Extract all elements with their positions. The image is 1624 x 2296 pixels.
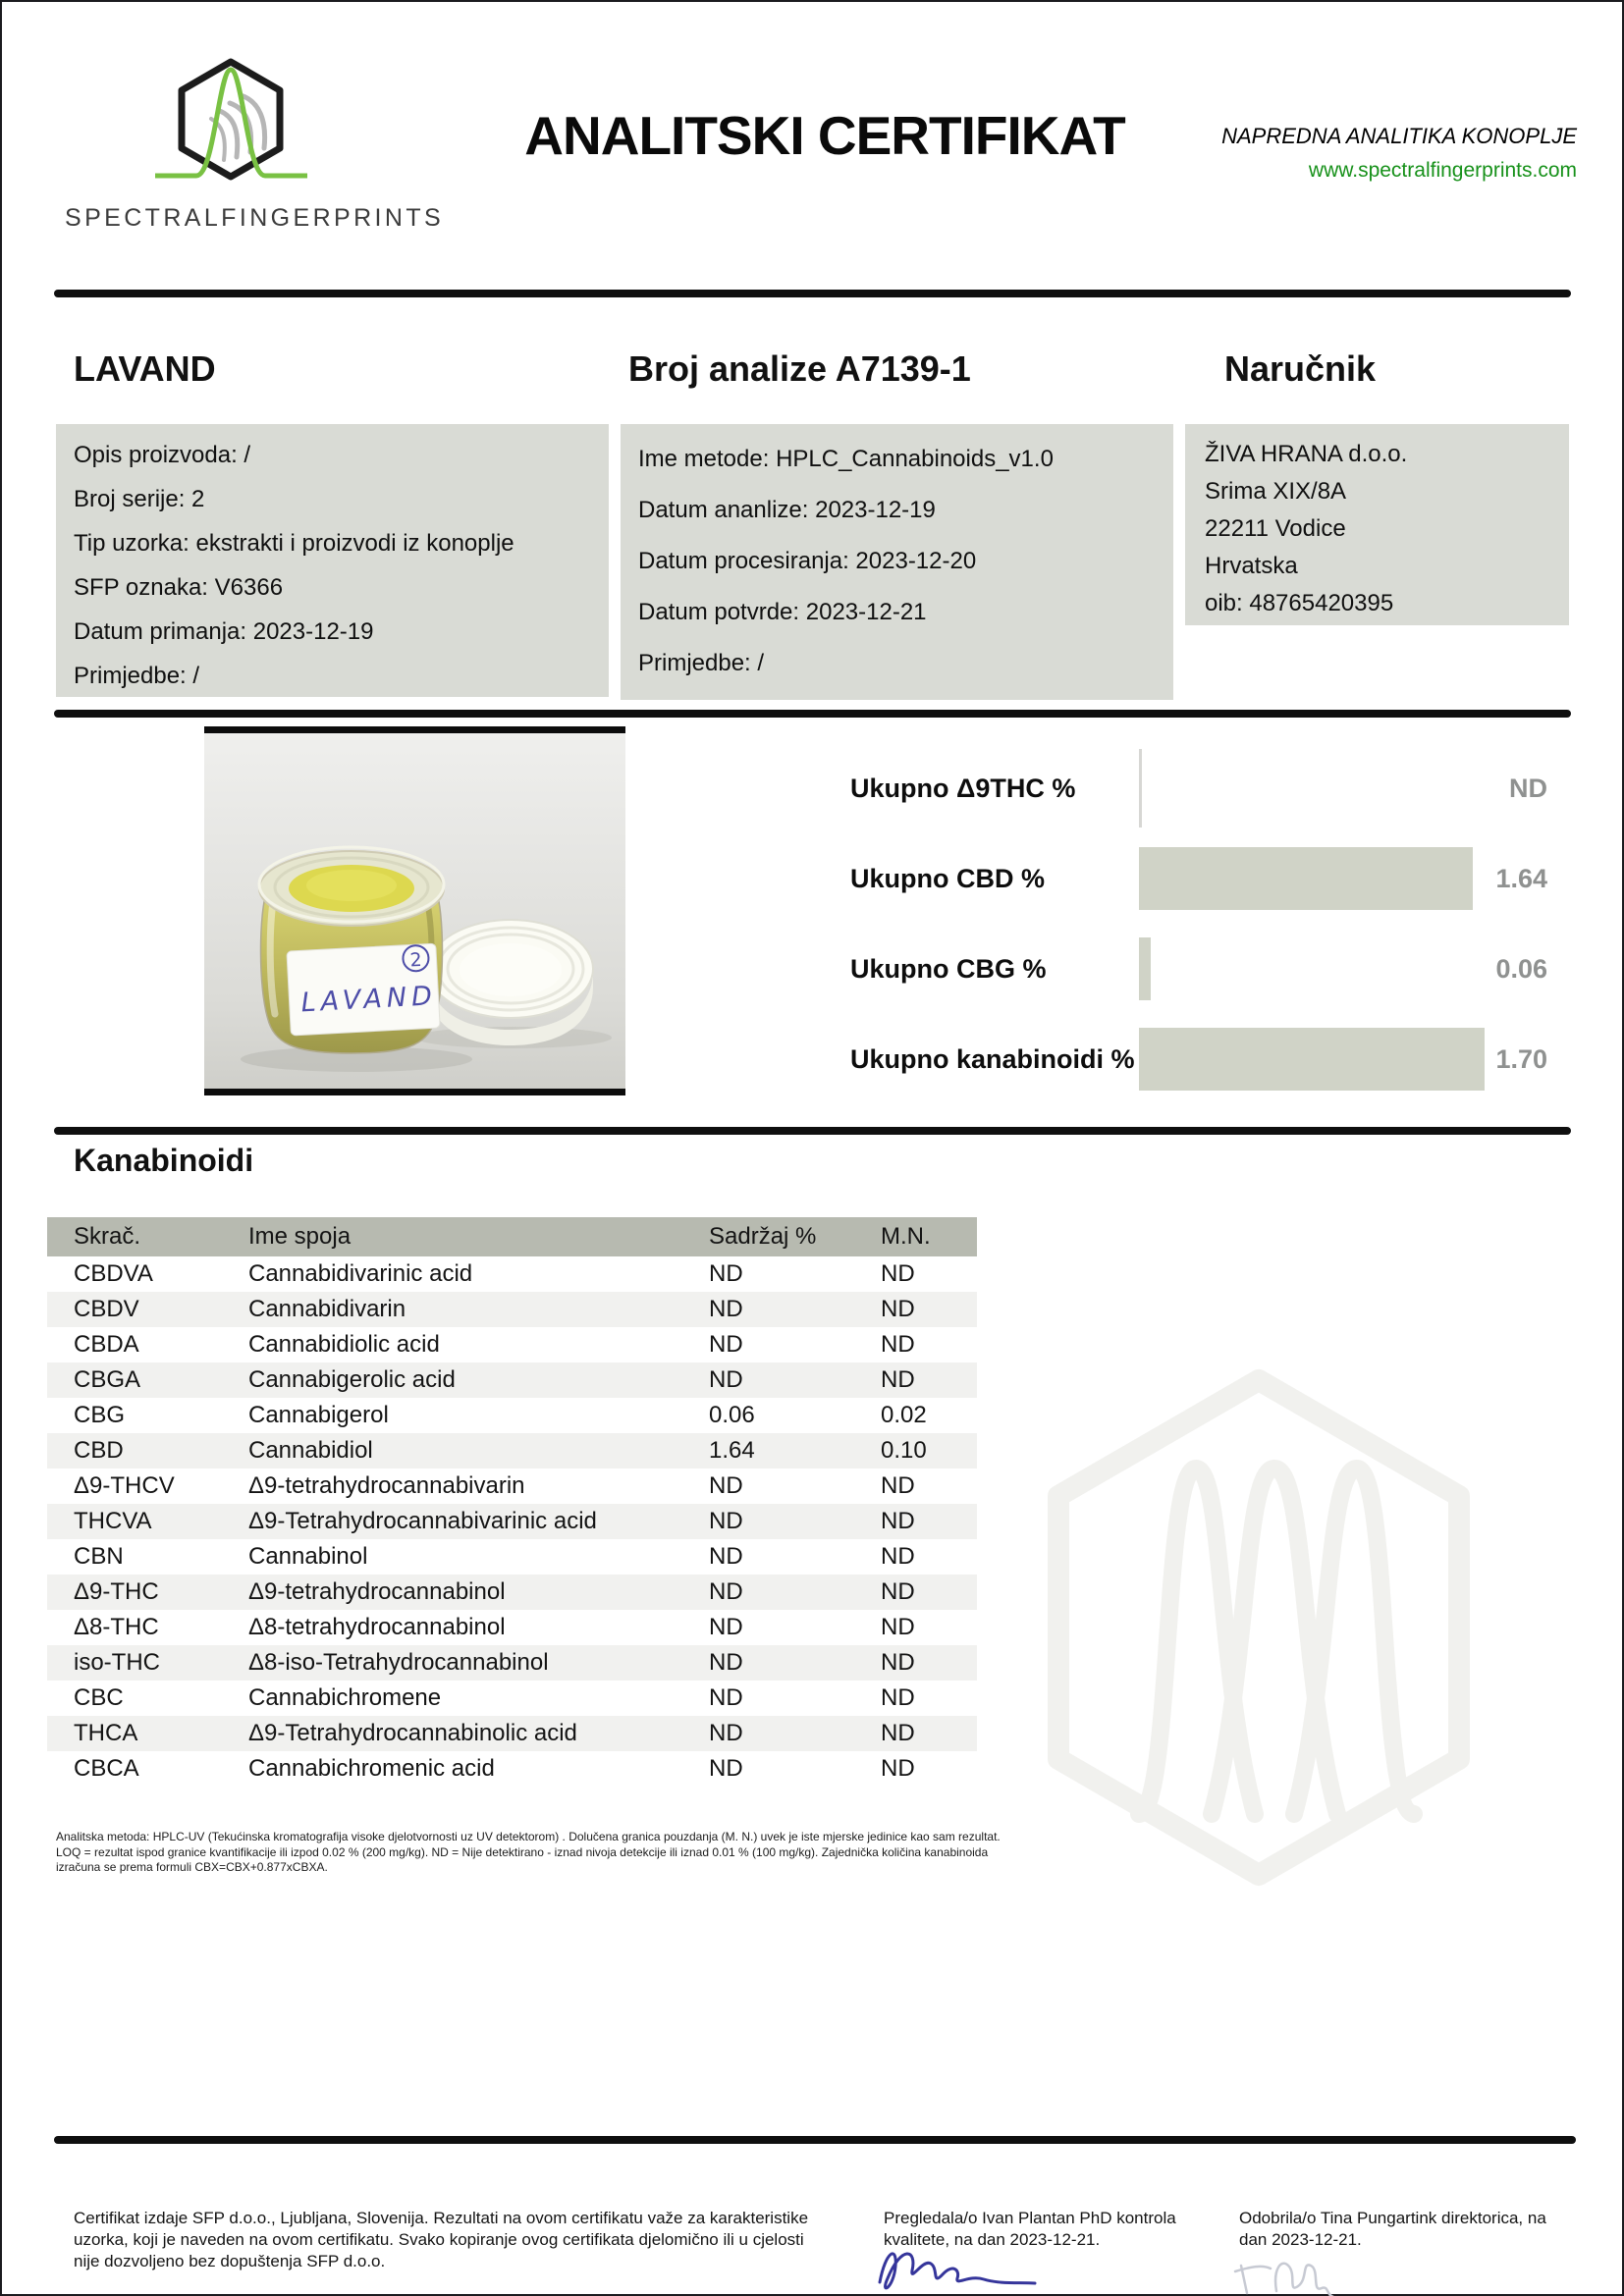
- photo-letterbox-top: [204, 726, 625, 733]
- analysis-info-box: [621, 424, 1173, 700]
- cell-mn: ND: [881, 1296, 915, 1322]
- cell-abbr: CBCA: [74, 1755, 139, 1782]
- summary-label: Ukupno Δ9THC %: [850, 774, 1076, 803]
- reviewed-by: Pregledala/o Ivan Plantan PhD kontrola kvalitete, na dan 2023-12-21.: [884, 2209, 1176, 2249]
- cell-mn: ND: [881, 1472, 915, 1499]
- client-info-row: oib: 48765420395: [1205, 590, 1394, 616]
- cell-abbr: CBDV: [74, 1296, 139, 1322]
- cell-compound: Cannabichromenic acid: [248, 1755, 495, 1782]
- page-title: ANALITSKI CERTIFIKAT: [524, 105, 1125, 166]
- cell-content: ND: [709, 1331, 743, 1358]
- cell-mn: ND: [881, 1755, 915, 1782]
- reviewer-signature: [872, 2241, 1108, 2296]
- summary-value: 1.70: [1495, 1044, 1547, 1074]
- analysis-info-row: Datum ananlize: 2023-12-19: [638, 497, 936, 523]
- cell-abbr: Δ9-THCV: [74, 1472, 175, 1499]
- jar-photo-graphic: [204, 733, 625, 1089]
- sample-info-row: Datum primanja: 2023-12-19: [74, 618, 374, 645]
- cell-mn: ND: [881, 1508, 915, 1534]
- summary-row-cbg: [850, 932, 1571, 1006]
- column-header: M.N.: [881, 1223, 931, 1250]
- cell-content: ND: [709, 1472, 743, 1499]
- table-row: [47, 1681, 977, 1716]
- table-row: [47, 1645, 977, 1681]
- analysis-info-row: Ime metode: HPLC_Cannabinoids_v1.0: [638, 446, 1054, 472]
- cell-abbr: THCVA: [74, 1508, 152, 1534]
- table-row: [47, 1610, 977, 1645]
- cell-content: ND: [709, 1296, 743, 1322]
- sample-info-row: Tip uzorka: ekstrakti i proizvodi iz konoplje: [74, 530, 514, 557]
- client-info-row: Srima XIX/8A: [1205, 478, 1347, 505]
- hexagon-watermark-icon: [1029, 1353, 1489, 1902]
- sample-info-row: SFP oznaka: V6366: [74, 574, 284, 601]
- cell-compound: Δ8-iso-Tetrahydrocannabinol: [248, 1649, 549, 1676]
- cell-abbr: Δ9-THC: [74, 1578, 159, 1605]
- sample-info-row: Primjedbe: /: [74, 663, 200, 689]
- method-footnote: [56, 1830, 1001, 1876]
- client-heading: Naručnik: [1224, 348, 1377, 389]
- cell-compound: Δ9-tetrahydrocannabivarin: [248, 1472, 525, 1499]
- issuer-statement: Certifikat izdaje SFP d.o.o., Ljubljana, Slovenija. Rezultati na ovom certifikatu važe za karakteristike uzorka, koji je naveden na ovom certifikatu. Svako kopiranje ovog certifikata djelomično ili u cjelosti nije dozvoljeno bez dopuštenja SFP d.o.o.: [74, 2209, 809, 2270]
- brand-wordmark: SPECTRALFINGERPRINTS: [65, 204, 445, 232]
- cell-abbr: CBG: [74, 1402, 126, 1428]
- summary-label: Ukupno CBG %: [850, 954, 1047, 984]
- sample-info-row: Broj serije: 2: [74, 486, 205, 512]
- cell-mn: ND: [881, 1720, 915, 1746]
- cell-content: ND: [709, 1755, 743, 1782]
- summary-value: ND: [1509, 774, 1547, 803]
- divider-info: [54, 710, 1571, 718]
- website-link[interactable]: www.spectralfingerprints.com: [1308, 159, 1577, 182]
- cell-mn: 0.10: [881, 1437, 927, 1464]
- cell-compound: Δ9-Tetrahydrocannabinolic acid: [248, 1720, 577, 1746]
- jar-label-text: LAVAND: [299, 981, 438, 1019]
- footnote-line: Analitska metoda: HPLC-UV (Tekućinska kromatografija visoke djelotvornosti uz UV detektorom) . Dolučena granica pouzdanja (M. N.) uvek je iste mjerske jedinice kao sam rezultat.: [56, 1830, 1001, 1843]
- cell-content: ND: [709, 1508, 743, 1534]
- table-row: [47, 1327, 977, 1362]
- summary-label: Ukupno kanabinoidi %: [850, 1044, 1135, 1074]
- section-title-cannabinoids: Kanabinoidi: [74, 1143, 254, 1178]
- approver-signature: [1233, 2252, 1390, 2296]
- table-row: [47, 1716, 977, 1751]
- table-row: [47, 1292, 977, 1327]
- column-header: Skrač.: [74, 1223, 141, 1250]
- cell-content: ND: [709, 1578, 743, 1605]
- cell-abbr: Δ8-THC: [74, 1614, 159, 1640]
- column-header: Ime spoja: [248, 1223, 352, 1250]
- table-row: [47, 1468, 977, 1504]
- client-info-row: Hrvatska: [1205, 553, 1298, 579]
- cell-content: ND: [709, 1260, 743, 1287]
- cell-abbr: THCA: [74, 1720, 138, 1746]
- analysis-info-row: Primjedbe: /: [638, 650, 765, 676]
- summary-row-total: [850, 1022, 1571, 1096]
- cell-compound: Cannabidivarin: [248, 1296, 406, 1322]
- table-row: [47, 1362, 977, 1398]
- sample-info-row: Opis proizvoda: /: [74, 442, 251, 468]
- cell-compound: Cannabidiolic acid: [248, 1331, 440, 1358]
- sample-name-heading: LAVAND: [74, 348, 216, 389]
- cell-mn: ND: [881, 1684, 915, 1711]
- header-tagline: NAPREDNA ANALITIKA KONOPLJE: [1221, 124, 1577, 148]
- cell-compound: Δ8-tetrahydrocannabinol: [248, 1614, 506, 1640]
- cell-abbr: CBN: [74, 1543, 124, 1570]
- jar-label-graphic: [287, 943, 440, 1036]
- cell-content: 1.64: [709, 1437, 755, 1464]
- cell-compound: Cannabigerol: [248, 1402, 389, 1428]
- summary-row-thc: [850, 751, 1571, 826]
- sample-info-box: [56, 424, 609, 697]
- analysis-info-row: Datum potvrde: 2023-12-21: [638, 599, 927, 625]
- summary-label: Ukupno CBD %: [850, 864, 1045, 893]
- cell-compound: Cannabidiol: [248, 1437, 373, 1464]
- cell-content: ND: [709, 1649, 743, 1676]
- cell-abbr: CBD: [74, 1437, 124, 1464]
- client-info-row: 22211 Vodice: [1205, 515, 1346, 542]
- cell-content: ND: [709, 1543, 743, 1570]
- table-row: [47, 1575, 977, 1610]
- cell-mn: 0.02: [881, 1402, 927, 1428]
- cbd-bar: [1139, 847, 1473, 910]
- thc-bar: [1139, 749, 1142, 828]
- client-info-box: [1185, 424, 1569, 625]
- summary-value: 0.06: [1495, 954, 1547, 984]
- photo-letterbox-bottom: [204, 1089, 625, 1095]
- cell-content: ND: [709, 1366, 743, 1393]
- analysis-number-heading: Broj analize A7139-1: [628, 348, 971, 389]
- column-header: Sadržaj %: [709, 1223, 817, 1250]
- cell-mn: ND: [881, 1366, 915, 1393]
- summary-row-cbd: [850, 841, 1571, 916]
- cell-content: 0.06: [709, 1402, 755, 1428]
- cell-abbr: CBDA: [74, 1331, 139, 1358]
- approved-by: Odobrila/o Tina Pungartink direktorica, na dan 2023-12-21.: [1239, 2209, 1546, 2249]
- cell-compound: Cannabigerolic acid: [248, 1366, 456, 1393]
- cell-compound: Δ9-tetrahydrocannabinol: [248, 1578, 506, 1605]
- cell-mn: ND: [881, 1614, 915, 1640]
- cell-compound: Δ9-Tetrahydrocannabivarinic acid: [248, 1508, 597, 1534]
- client-info-row: ŽIVA HRANA d.o.o.: [1205, 441, 1408, 467]
- cell-mn: ND: [881, 1578, 915, 1605]
- cell-mn: ND: [881, 1543, 915, 1570]
- cell-compound: Cannabinol: [248, 1543, 368, 1570]
- summary-value: 1.64: [1495, 864, 1547, 893]
- footnote-line: LOQ = rezultat ispod granice kvantifikacije ili izpod 0.02 % (200 mg/kg). ND = Nije detektirano - iznad nivoja detekcije ili iznad 0.01 % (100 mg/kg). Zajednička količina kanabinoida: [56, 1844, 989, 1859]
- footnote-line: izračuna se prema formuli CBX=CBX+0.877xCBXA.: [56, 1860, 328, 1874]
- cell-mn: ND: [881, 1331, 915, 1358]
- table-row: [47, 1504, 977, 1539]
- divider-photo-section: [54, 1127, 1571, 1135]
- cell-mn: ND: [881, 1649, 915, 1676]
- table-row: [47, 1433, 977, 1468]
- cell-content: ND: [709, 1720, 743, 1746]
- cell-mn: ND: [881, 1260, 915, 1287]
- jar-label-number: 2: [408, 948, 423, 972]
- analysis-info-row: Datum procesiranja: 2023-12-20: [638, 548, 977, 574]
- table-header-row: [47, 1217, 977, 1256]
- total-cannabinoids-bar: [1139, 1028, 1485, 1091]
- table-row: [47, 1398, 977, 1433]
- sample-photo: [204, 726, 625, 1095]
- cannabinoids-table: [47, 1217, 977, 1787]
- cell-compound: Cannabidivarinic acid: [248, 1260, 473, 1287]
- cell-content: ND: [709, 1684, 743, 1711]
- cell-content: ND: [709, 1614, 743, 1640]
- cell-compound: Cannabichromene: [248, 1684, 442, 1711]
- table-row: [47, 1256, 977, 1292]
- cell-abbr: CBGA: [74, 1366, 141, 1393]
- cell-abbr: iso-THC: [74, 1649, 160, 1676]
- table-row: [47, 1539, 977, 1575]
- table-row: [47, 1751, 977, 1787]
- cell-abbr: CBC: [74, 1684, 124, 1711]
- spectralfingerprints-logo-icon: [145, 53, 317, 202]
- header-right: [1221, 124, 1577, 183]
- cbg-bar: [1139, 937, 1151, 1000]
- divider-footer: [54, 2136, 1576, 2144]
- cell-abbr: CBDVA: [74, 1260, 153, 1287]
- divider-header: [54, 290, 1571, 297]
